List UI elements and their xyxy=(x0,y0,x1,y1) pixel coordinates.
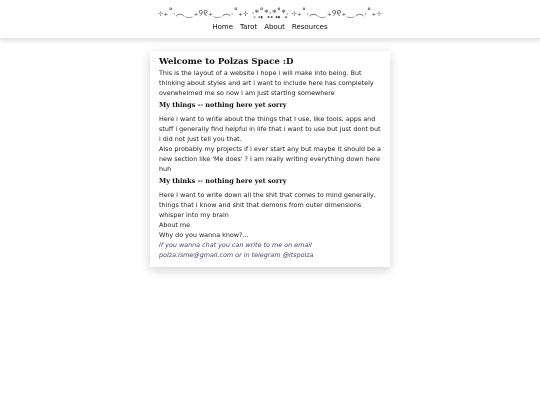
nav-resources-link[interactable]: Resources xyxy=(291,23,328,31)
about-me-label: About me xyxy=(159,221,191,229)
intro-text: This is the layout of a website i hope i will make into being. But thinking about styles and art i want to include here has completely overwhelmed me so now i am just starting somewhere xyxy=(159,69,374,97)
site-header xyxy=(0,0,540,39)
nav-about-link[interactable]: About xyxy=(264,23,285,31)
my-things-text: Here i want to write about the things that I use, like tools, apps and stuff i generally find helpful in life that i want to use but just dont but i did not just tell you that. xyxy=(159,115,381,143)
card-title: Welcome to Polzas Space :D xyxy=(159,57,294,67)
contact-text: If you wanna chat you can write to me on email polza.isme@gmail.com or in telegram @itspolza xyxy=(159,241,314,259)
projects-text: Also probably my projects if i ever start any but maybe it should be a new section like 'Me does' ? I am really writing everything down here huh xyxy=(159,145,381,173)
my-things-heading: My things -- nothing here yet sorry xyxy=(159,101,287,109)
nav-home-link[interactable]: Home xyxy=(212,23,234,31)
main-nav xyxy=(0,23,540,31)
why-text: Why do you wanna know?... xyxy=(159,231,249,239)
my-thinks-heading: My thinks -- nothing here yet sorry xyxy=(159,177,287,185)
welcome-card xyxy=(150,51,390,267)
my-thinks-text: Here I want to write down all the shit that comes to mind generally, things that i know and shit that demons from outer dimensions whisper into my brain xyxy=(159,191,376,219)
site-title: ⊹₊˚‧︵‿₊୨୧₊‿︵‧˚₊⊹ ·͙*̩̩͙˚̩̥̩̥*̩̩̥͙·̩̩̥͙*̩̩̥͙˚̩̥̩̥*̩̩͙‧͙ ⊹₊˚‧︵‿₊୨୧₊‿︵‧˚₊⊹ xyxy=(158,9,382,19)
nav-tarot-link[interactable]: Tarot xyxy=(240,23,258,31)
